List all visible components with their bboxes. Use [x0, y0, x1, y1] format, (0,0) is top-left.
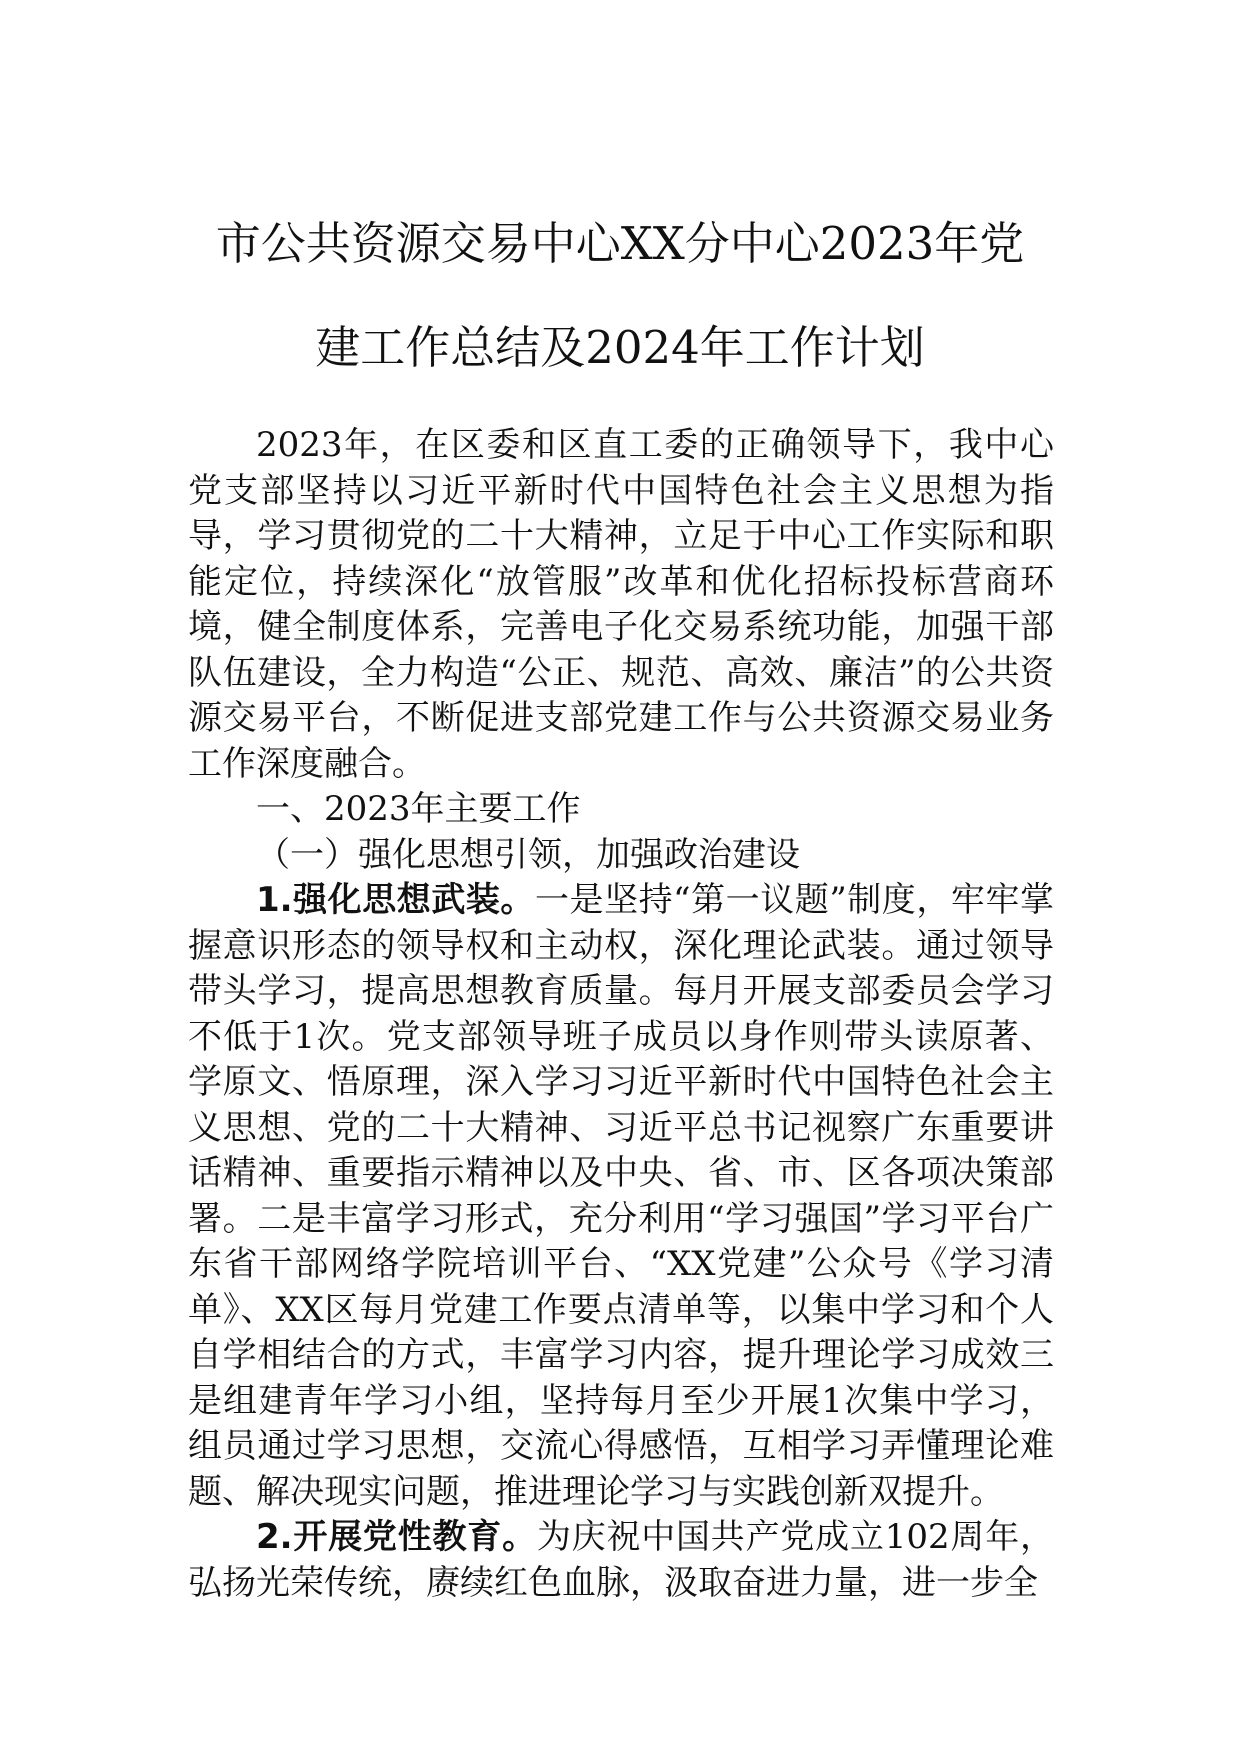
document-body [188, 423, 1054, 1606]
item-2-paragraph [188, 1515, 1054, 1606]
section-heading: 一、2023年主要工作 [256, 789, 581, 829]
subsection-heading: （一）强化思想引领，加强政治建设 [256, 834, 800, 875]
item-2-title: 2.开展党性教育。 [256, 1517, 537, 1557]
item-1-paragraph [188, 878, 1054, 1515]
item-2-text: 为庆祝中国共产党成立102周年，弘扬光荣传统，赓续红色血脉，汲取奋进力量，进一步全 [188, 1517, 1054, 1603]
item-1-title: 1.强化思想武装。 [256, 880, 535, 920]
document-title [150, 192, 1090, 400]
title-line-1: 市公共资源交易中心XX分中心2023年党 [215, 217, 1025, 270]
intro-paragraph: 2023年，在区委和区直工委的正确领导下，我中心党支部坚持以习近平新时代中国特色社会主义思想为指导，学习贯彻党的二十大精神，立足于中心工作实际和职能定位，持续深化“放管服”改革和优化招标投标营商环境，健全制度体系，完善电子化交易系统功能，加强干部队伍建设，全力构造“公正、规范、高效、廉洁”的公共资源交易平台，不断促进支部党建工作与公共资源交易业务工作深度融合。 [188, 425, 1054, 784]
item-1-text: 一是坚持“第一议题”制度，牢牢掌握意识形态的领导权和主动权，深化理论武装。通过领导带头学习，提高思想教育质量。每月开展支部委员会学习不低于1次。党支部领导班子成员以身作则带头读原著、学原文、悟原理，深入学习习近平新时代中国特色社会主义思想、党的二十大精神、习近平总书记视察广东重要讲话精神、重要指示精神以及中央、省、市、区各项决策部署。二是丰富学习形式，充分利用“学习强国”学习平台广东省干部网络学院培训平台、“XX党建”公众号《学习清单》、XX区每月党建工作要点清单等，以集中学习和个人自学相结合的方式，丰富学习内容，提升理论学习成效三是组建青年学习小组，坚持每月至少开展1次集中学习，组员通过学习思想，交流心得感悟，互相学习弄懂理论难题、解决现实问题，推进理论学习与实践创新双提升。 [188, 880, 1055, 1512]
title-line-2: 建工作总结及2024年工作计划 [315, 321, 925, 374]
